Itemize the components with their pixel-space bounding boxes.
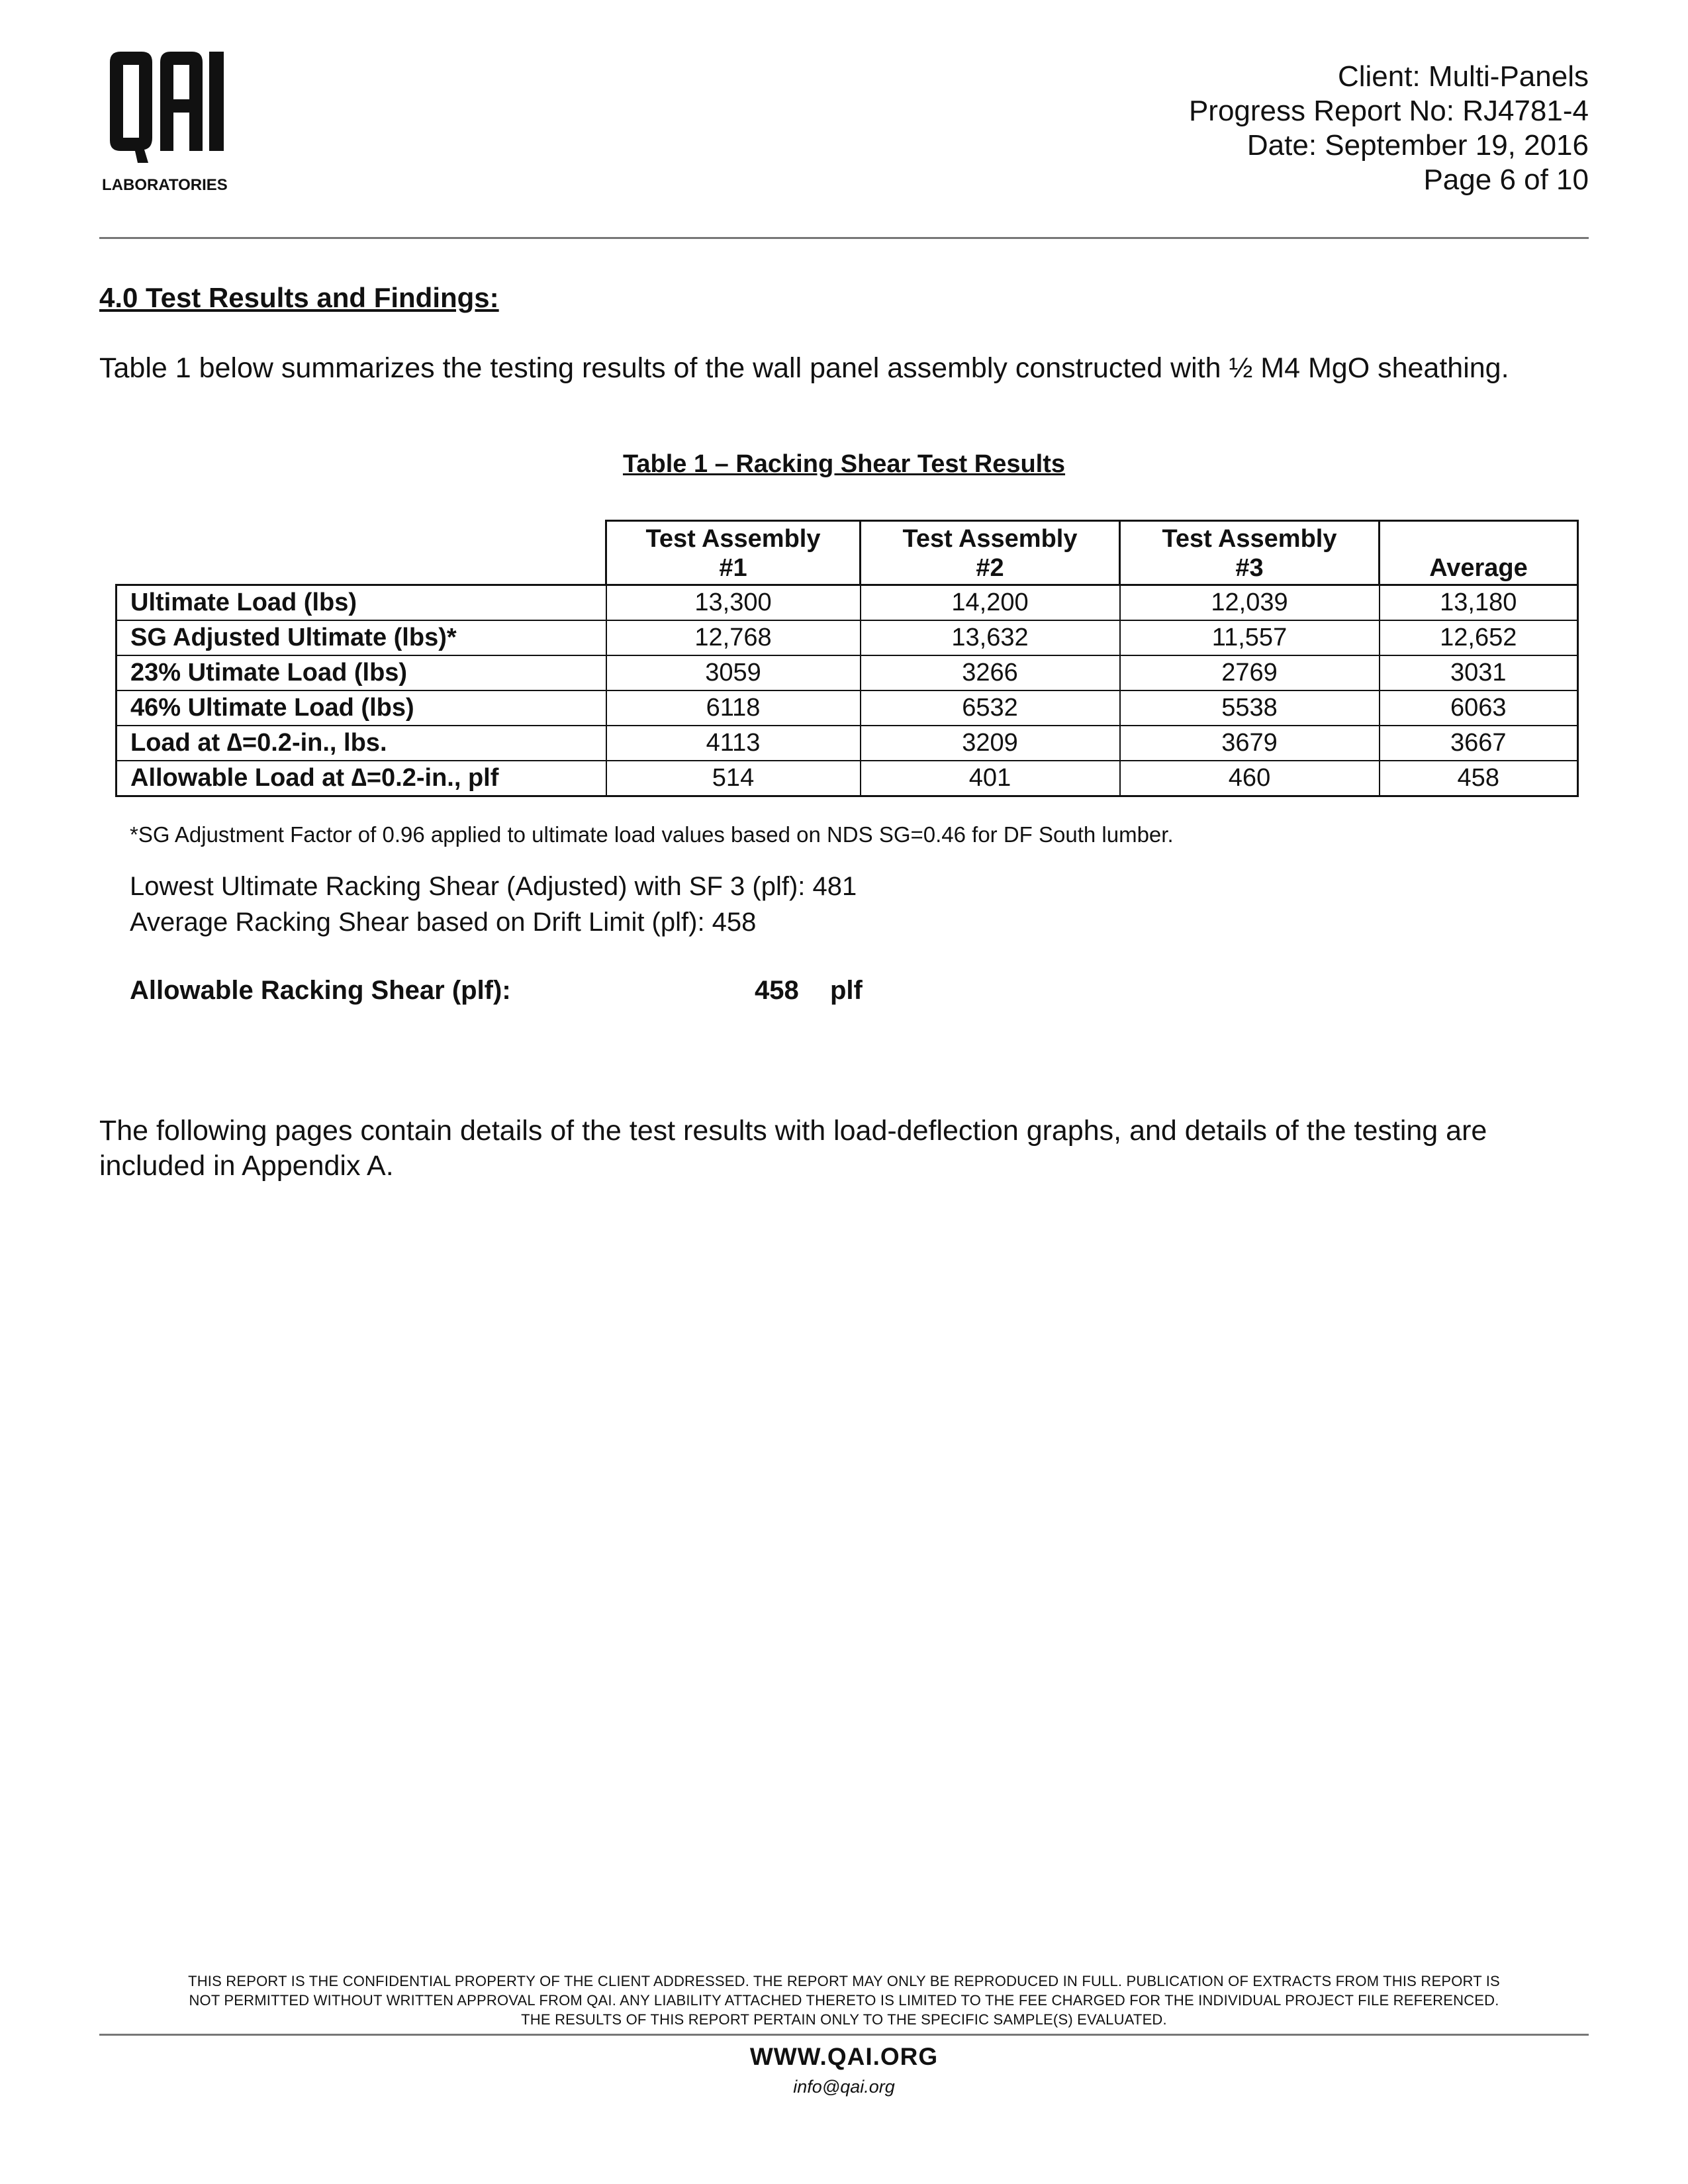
table-row <box>117 620 1578 655</box>
column-header: Test Assembly #3 <box>1120 521 1380 585</box>
table-cell: 6063 <box>1380 690 1578 726</box>
table-cell: 3679 <box>1120 726 1380 761</box>
table-cell: 6532 <box>861 690 1120 726</box>
report-number-line: Progress Report No: RJ4781-4 <box>1188 95 1589 127</box>
table-cell: 458 <box>1380 761 1578 796</box>
table-header-row <box>117 521 1578 585</box>
lowest-shear-line: Lowest Ultimate Racking Shear (Adjusted) with SF 3 (plf): 481 <box>130 872 857 901</box>
row-label: Ultimate Load (lbs) <box>117 585 606 621</box>
table-cell: 3059 <box>606 655 861 690</box>
row-label: 23% Utimate Load (lbs) <box>117 655 606 690</box>
table-cell: 4113 <box>606 726 861 761</box>
table-row <box>117 726 1578 761</box>
row-label: Load at ∆=0.2-in., lbs. <box>117 726 606 761</box>
table-cell: 14,200 <box>861 585 1120 621</box>
footer-website-link[interactable]: WWW.QAI.ORG <box>749 2043 939 2070</box>
date-line: Date: September 19, 2016 <box>1246 129 1589 162</box>
table-cell: 3667 <box>1380 726 1578 761</box>
footer-email-link[interactable]: info@qai.org <box>793 2077 895 2097</box>
table-title: Table 1 – Racking Shear Test Results <box>622 450 1066 478</box>
table-cell: 3266 <box>861 655 1120 690</box>
row-label: Allowable Load at ∆=0.2-in., plf <box>117 761 606 796</box>
footer-divider <box>99 2034 1589 2036</box>
row-label: SG Adjusted Ultimate (lbs)* <box>117 620 606 655</box>
table-cell: 3209 <box>861 726 1120 761</box>
disclaimer-line: THIS REPORT IS THE CONFIDENTIAL PROPERTY OF THE CLIENT ADDRESSED. THE REPORT MAY ONLY BE REPRODUCED IN FULL. PUBLICATION OF EXTRACTS FROM THIS REPORT IS <box>188 1973 1500 1989</box>
table-cell: 401 <box>861 761 1120 796</box>
table-cell: 12,039 <box>1120 585 1380 621</box>
client-line: Client: Multi-Panels <box>1337 60 1589 93</box>
disclaimer-line: THE RESULTS OF THIS REPORT PERTAIN ONLY TO THE SPECIFIC SAMPLE(S) EVALUATED. <box>521 2011 1167 2028</box>
results-table <box>115 520 1579 797</box>
summary-block <box>130 869 857 940</box>
table-cell: 3031 <box>1380 655 1578 690</box>
page-number-line: Page 6 of 10 <box>1423 164 1589 196</box>
table-cell: 13,300 <box>606 585 861 621</box>
column-header: Test Assembly #1 <box>606 521 861 585</box>
header-divider <box>99 237 1589 239</box>
logo-subtext: LABORATORIES <box>102 176 228 194</box>
table-row <box>117 690 1578 726</box>
table-cell: 13,180 <box>1380 585 1578 621</box>
column-header: Average <box>1380 521 1578 585</box>
table-cell: 12,652 <box>1380 620 1578 655</box>
qai-logo <box>99 52 232 197</box>
table-cell: 5538 <box>1120 690 1380 726</box>
row-label: 46% Ultimate Load (lbs) <box>117 690 606 726</box>
closing-paragraph: The following pages contain details of the test results with load-deflection graphs, and details of the testing are included in Appendix A. <box>99 1115 1487 1182</box>
footer-disclaimer <box>99 1971 1589 2029</box>
table-cell: 11,557 <box>1120 620 1380 655</box>
table-row <box>117 761 1578 796</box>
disclaimer-line: NOT PERMITTED WITHOUT WRITTEN APPROVAL FROM QAI. ANY LIABILITY ATTACHED THERETO IS LIMITED TO THE FEE CHARGED FOR THE INDIVIDUAL PROJECT FILE REFERENCED. <box>189 1992 1499 2009</box>
allowable-shear-unit: plf <box>830 976 863 1005</box>
table-cell: 460 <box>1120 761 1380 796</box>
intro-paragraph: Table 1 below summarizes the testing results of the wall panel assembly constructed with ½ M4 MgO sheathing. <box>99 352 1509 384</box>
table-cell: 13,632 <box>861 620 1120 655</box>
table-cell: 2769 <box>1120 655 1380 690</box>
average-shear-line: Average Racking Shear based on Drift Limit (plf): 458 <box>130 908 757 937</box>
allowable-shear-value: 458 <box>755 976 799 1005</box>
table-corner-cell <box>117 521 606 585</box>
table-footnote: *SG Adjustment Factor of 0.96 applied to ultimate load values based on NDS SG=0.46 for DF South lumber. <box>130 822 1174 847</box>
table-cell: 12,768 <box>606 620 861 655</box>
section-title: 4.0 Test Results and Findings: <box>99 282 499 313</box>
column-header: Test Assembly #2 <box>861 521 1120 585</box>
table-row <box>117 655 1578 690</box>
table-cell: 6118 <box>606 690 861 726</box>
table-row <box>117 585 1578 621</box>
qai-logo-mark <box>107 52 226 163</box>
allowable-shear-label: Allowable Racking Shear (plf): <box>130 976 511 1005</box>
table-cell: 514 <box>606 761 861 796</box>
report-meta <box>1189 60 1589 197</box>
